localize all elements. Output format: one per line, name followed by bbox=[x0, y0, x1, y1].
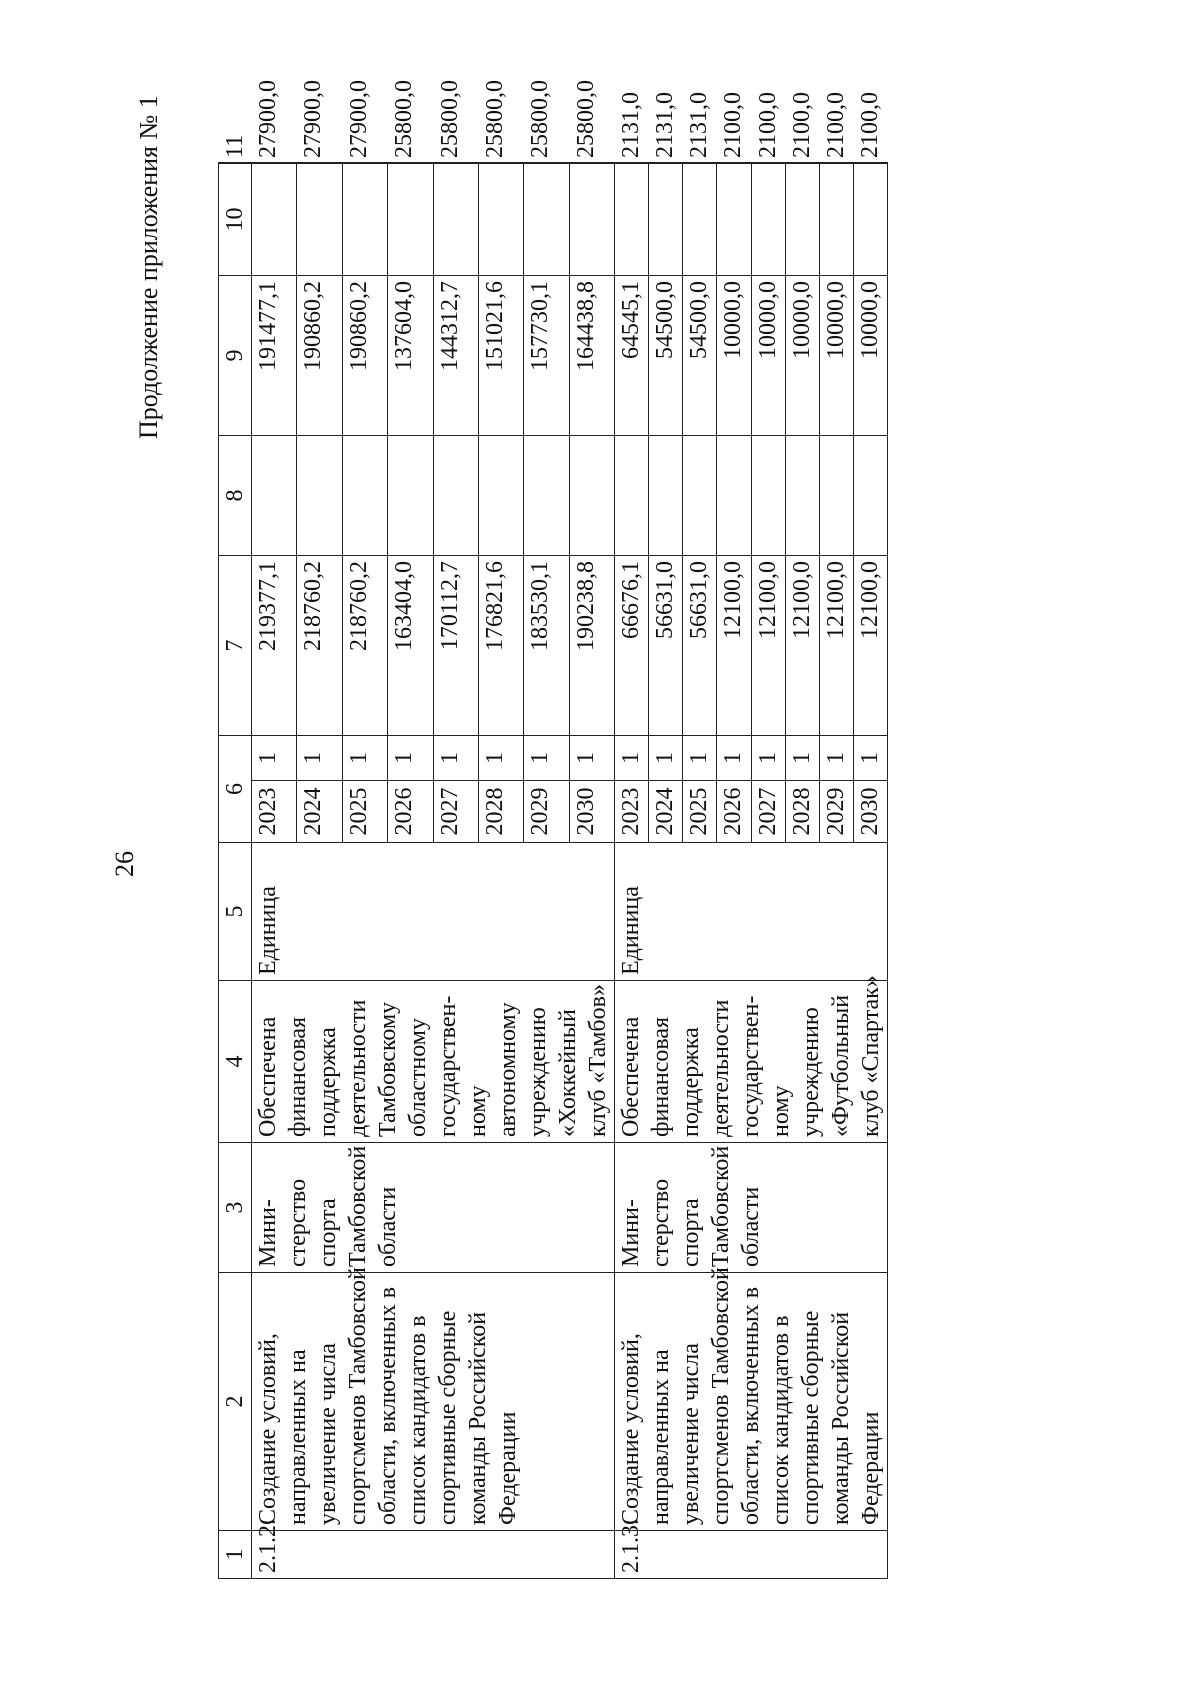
description-line: Федерации bbox=[858, 1411, 884, 1525]
total-cell: 66676,1 bbox=[615, 556, 649, 736]
extra-budget-cell: 2131,0 bbox=[615, 163, 649, 164]
description-cell bbox=[252, 1267, 615, 1531]
row-number: 2.1.3. bbox=[615, 1531, 888, 1579]
regional-budget-cell: 10000,0 bbox=[785, 276, 819, 436]
year-cell: 2029 bbox=[819, 781, 853, 843]
executor-line: стерство bbox=[285, 1178, 311, 1267]
description-cell bbox=[615, 1267, 888, 1531]
extra-budget-cell: 25800,0 bbox=[433, 163, 478, 164]
extra-budget-cell: 27900,0 bbox=[342, 163, 387, 164]
year-cell: 2024 bbox=[297, 781, 342, 843]
extra-budget-cell: 2131,0 bbox=[649, 163, 683, 164]
col8-cell bbox=[342, 436, 387, 556]
year-cell: 2026 bbox=[717, 781, 751, 843]
extra-budget-cell: 25800,0 bbox=[524, 163, 569, 164]
year-cell: 2030 bbox=[569, 781, 614, 843]
total-cell: 190238,8 bbox=[569, 556, 614, 736]
year-cell: 2028 bbox=[785, 781, 819, 843]
description-line: список кандидатов в bbox=[768, 1315, 794, 1525]
unit-cell: Единица bbox=[252, 843, 615, 981]
result-line: Тамбовскому bbox=[375, 1001, 401, 1137]
total-cell: 12100,0 bbox=[785, 556, 819, 736]
regional-budget-cell: 190860,2 bbox=[342, 276, 387, 436]
executor-line: стерство bbox=[648, 1178, 674, 1267]
col8-cell bbox=[649, 436, 683, 556]
extra-budget-cell: 25800,0 bbox=[388, 163, 433, 164]
col-header-2: 2 bbox=[219, 1273, 252, 1531]
result-line: Обеспечена bbox=[618, 1016, 644, 1137]
total-cell: 183530,1 bbox=[524, 556, 569, 736]
col-header-4: 4 bbox=[219, 981, 252, 1143]
col8-cell bbox=[785, 436, 819, 556]
result-line: «Хоккейный bbox=[555, 1009, 581, 1137]
executor-line: спорта bbox=[678, 1198, 704, 1267]
total-cell: 56631,0 bbox=[649, 556, 683, 736]
description-line: команды Российской bbox=[465, 1311, 491, 1525]
regional-budget-cell: 191477,1 bbox=[252, 276, 297, 436]
col8-cell bbox=[297, 436, 342, 556]
executor-line: Мини- bbox=[618, 1199, 644, 1267]
extra-budget-cell: 25800,0 bbox=[569, 163, 614, 164]
regional-budget-cell: 54500,0 bbox=[683, 276, 717, 436]
regional-budget-cell: 54500,0 bbox=[649, 276, 683, 436]
col10-cell bbox=[649, 164, 683, 276]
col8-cell bbox=[524, 436, 569, 556]
description-line: направленных на bbox=[648, 1349, 674, 1525]
total-cell: 176821,6 bbox=[478, 556, 523, 736]
regional-budget-cell: 144312,7 bbox=[433, 276, 478, 436]
col10-cell bbox=[524, 164, 569, 276]
result-line: учреждению bbox=[798, 1007, 824, 1137]
indicator-value-cell: 1 bbox=[252, 736, 297, 781]
year-cell: 2023 bbox=[252, 781, 297, 843]
table-row bbox=[615, 163, 649, 1579]
total-cell: 163404,0 bbox=[388, 556, 433, 736]
description-line: Создание условий, bbox=[618, 1333, 644, 1525]
result-line: клуб «Спартак» bbox=[858, 975, 884, 1137]
table-body bbox=[219, 80, 888, 1579]
col8-cell bbox=[433, 436, 478, 556]
description-line: спортсменов Тамбовской bbox=[345, 1267, 371, 1525]
result-line: ному bbox=[768, 1085, 794, 1137]
col8-cell bbox=[683, 436, 717, 556]
year-cell: 2025 bbox=[683, 781, 717, 843]
col-header-5: 5 bbox=[219, 843, 252, 981]
col10-cell bbox=[853, 164, 887, 276]
regional-budget-cell: 190860,2 bbox=[297, 276, 342, 436]
result-line: «Футбольный bbox=[828, 994, 854, 1137]
col-header-10: 10 bbox=[219, 164, 252, 276]
executor-line: области bbox=[375, 1186, 401, 1267]
col8-cell bbox=[388, 436, 433, 556]
col10-cell bbox=[478, 164, 523, 276]
total-cell: 219377,1 bbox=[252, 556, 297, 736]
executor-line: Тамбовской bbox=[708, 1145, 734, 1267]
col10-cell bbox=[785, 164, 819, 276]
col8-cell bbox=[853, 436, 887, 556]
year-cell: 2029 bbox=[524, 781, 569, 843]
indicator-value-cell: 1 bbox=[297, 736, 342, 781]
col8-cell bbox=[615, 436, 649, 556]
col-header-8: 8 bbox=[219, 436, 252, 556]
indicator-value-cell: 1 bbox=[751, 736, 785, 781]
col10-cell bbox=[342, 164, 387, 276]
col10-cell bbox=[433, 164, 478, 276]
description-line: Федерации bbox=[495, 1411, 521, 1525]
executor-line: области bbox=[738, 1186, 764, 1267]
year-cell: 2027 bbox=[751, 781, 785, 843]
budget-table bbox=[218, 80, 888, 1579]
col-header-7: 7 bbox=[219, 556, 252, 736]
indicator-value-cell: 1 bbox=[524, 736, 569, 781]
regional-budget-cell: 151021,6 bbox=[478, 276, 523, 436]
result-line: государствен- bbox=[435, 995, 461, 1137]
executor-cell bbox=[615, 1143, 888, 1273]
col10-cell bbox=[252, 164, 297, 276]
extra-budget-cell: 27900,0 bbox=[252, 163, 297, 164]
extra-budget-cell: 2131,0 bbox=[683, 163, 717, 164]
col10-cell bbox=[717, 164, 751, 276]
executor-line: Мини- bbox=[255, 1199, 281, 1267]
result-line: деятельности bbox=[708, 999, 734, 1137]
row-number: 2.1.2. bbox=[252, 1531, 615, 1579]
col10-cell bbox=[683, 164, 717, 276]
indicator-value-cell: 1 bbox=[433, 736, 478, 781]
col8-cell bbox=[751, 436, 785, 556]
total-cell: 12100,0 bbox=[853, 556, 887, 736]
description-line: направленных на bbox=[285, 1349, 311, 1525]
col-header-6: 6 bbox=[219, 736, 252, 843]
regional-budget-cell: 10000,0 bbox=[819, 276, 853, 436]
indicator-value-cell: 1 bbox=[388, 736, 433, 781]
extra-budget-cell: 2100,0 bbox=[785, 163, 819, 164]
description-line: увеличение числа bbox=[315, 1343, 341, 1525]
regional-budget-cell: 164438,8 bbox=[569, 276, 614, 436]
extra-budget-cell: 2100,0 bbox=[819, 163, 853, 164]
description-line: спортивные сборные bbox=[435, 1310, 461, 1525]
col10-cell bbox=[751, 164, 785, 276]
regional-budget-cell: 137604,0 bbox=[388, 276, 433, 436]
result-cell bbox=[615, 975, 888, 1143]
regional-budget-cell: 10000,0 bbox=[853, 276, 887, 436]
page-number: 26 bbox=[110, 851, 139, 877]
description-line: области, включенных в bbox=[375, 1286, 401, 1525]
year-cell: 2025 bbox=[342, 781, 387, 843]
col-header-3: 3 bbox=[219, 1143, 252, 1273]
total-cell: 12100,0 bbox=[819, 556, 853, 736]
extra-budget-cell: 2100,0 bbox=[717, 163, 751, 164]
col8-cell bbox=[569, 436, 614, 556]
total-cell: 12100,0 bbox=[717, 556, 751, 736]
col8-cell bbox=[478, 436, 523, 556]
description-line: увеличение числа bbox=[678, 1343, 704, 1525]
indicator-value-cell: 1 bbox=[683, 736, 717, 781]
description-line: спортсменов Тамбовской bbox=[708, 1267, 734, 1525]
extra-budget-cell: 27900,0 bbox=[297, 163, 342, 164]
executor-cell bbox=[252, 1143, 615, 1273]
result-line: поддержка bbox=[315, 1027, 341, 1137]
indicator-value-cell: 1 bbox=[819, 736, 853, 781]
indicator-value-cell: 1 bbox=[569, 736, 614, 781]
col8-cell bbox=[717, 436, 751, 556]
result-line: клуб «Тамбов» bbox=[585, 984, 611, 1137]
indicator-value-cell: 1 bbox=[785, 736, 819, 781]
extra-budget-cell: 2100,0 bbox=[853, 163, 887, 164]
total-cell: 170112,7 bbox=[433, 556, 478, 736]
table-row bbox=[252, 163, 297, 1579]
year-cell: 2024 bbox=[649, 781, 683, 843]
result-line: ному bbox=[465, 1085, 491, 1137]
description-line: Создание условий, bbox=[255, 1333, 281, 1525]
result-line: государствен- bbox=[738, 995, 764, 1137]
regional-budget-cell: 10000,0 bbox=[751, 276, 785, 436]
year-cell: 2030 bbox=[853, 781, 887, 843]
year-cell: 2026 bbox=[388, 781, 433, 843]
description-line: список кандидатов в bbox=[405, 1315, 431, 1525]
executor-line: Тамбовской bbox=[345, 1145, 371, 1267]
indicator-value-cell: 1 bbox=[649, 736, 683, 781]
col8-cell bbox=[819, 436, 853, 556]
col-header-9: 9 bbox=[219, 276, 252, 436]
regional-budget-cell: 157730,1 bbox=[524, 276, 569, 436]
regional-budget-cell: 64545,1 bbox=[615, 276, 649, 436]
result-line: Обеспечена bbox=[255, 1016, 281, 1137]
result-line: областному bbox=[405, 1018, 431, 1137]
indicator-value-cell: 1 bbox=[615, 736, 649, 781]
result-line: финансовая bbox=[285, 1016, 311, 1137]
header-row bbox=[219, 163, 252, 1579]
indicator-value-cell: 1 bbox=[478, 736, 523, 781]
col-header-1: 1 bbox=[219, 1531, 252, 1579]
indicator-value-cell: 1 bbox=[853, 736, 887, 781]
description-line: спортивные сборные bbox=[798, 1310, 824, 1525]
col10-cell bbox=[297, 164, 342, 276]
regional-budget-cell: 10000,0 bbox=[717, 276, 751, 436]
year-cell: 2028 bbox=[478, 781, 523, 843]
total-cell: 218760,2 bbox=[342, 556, 387, 736]
description-line: области, включенных в bbox=[738, 1286, 764, 1525]
total-cell: 218760,2 bbox=[297, 556, 342, 736]
executor-line: спорта bbox=[315, 1198, 341, 1267]
col10-cell bbox=[569, 164, 614, 276]
year-cell: 2023 bbox=[615, 781, 649, 843]
col8-cell bbox=[252, 436, 297, 556]
result-line: автономному bbox=[495, 1002, 521, 1137]
indicator-value-cell: 1 bbox=[342, 736, 387, 781]
col10-cell bbox=[819, 164, 853, 276]
continuation-heading: Продолжение приложения № 1 bbox=[134, 95, 163, 439]
col10-cell bbox=[388, 164, 433, 276]
result-line: финансовая bbox=[648, 1016, 674, 1137]
col-header-11: 11 bbox=[219, 163, 252, 164]
result-line: учреждению bbox=[525, 1007, 551, 1137]
total-cell: 56631,0 bbox=[683, 556, 717, 736]
extra-budget-cell: 25800,0 bbox=[478, 163, 523, 164]
result-line: поддержка bbox=[678, 1027, 704, 1137]
extra-budget-cell: 2100,0 bbox=[751, 163, 785, 164]
result-cell bbox=[252, 981, 615, 1143]
col10-cell bbox=[615, 164, 649, 276]
description-line: команды Российской bbox=[828, 1311, 854, 1525]
total-cell: 12100,0 bbox=[751, 556, 785, 736]
year-cell: 2027 bbox=[433, 781, 478, 843]
unit-cell: Единица bbox=[615, 843, 888, 981]
indicator-value-cell: 1 bbox=[717, 736, 751, 781]
result-line: деятельности bbox=[345, 999, 371, 1137]
